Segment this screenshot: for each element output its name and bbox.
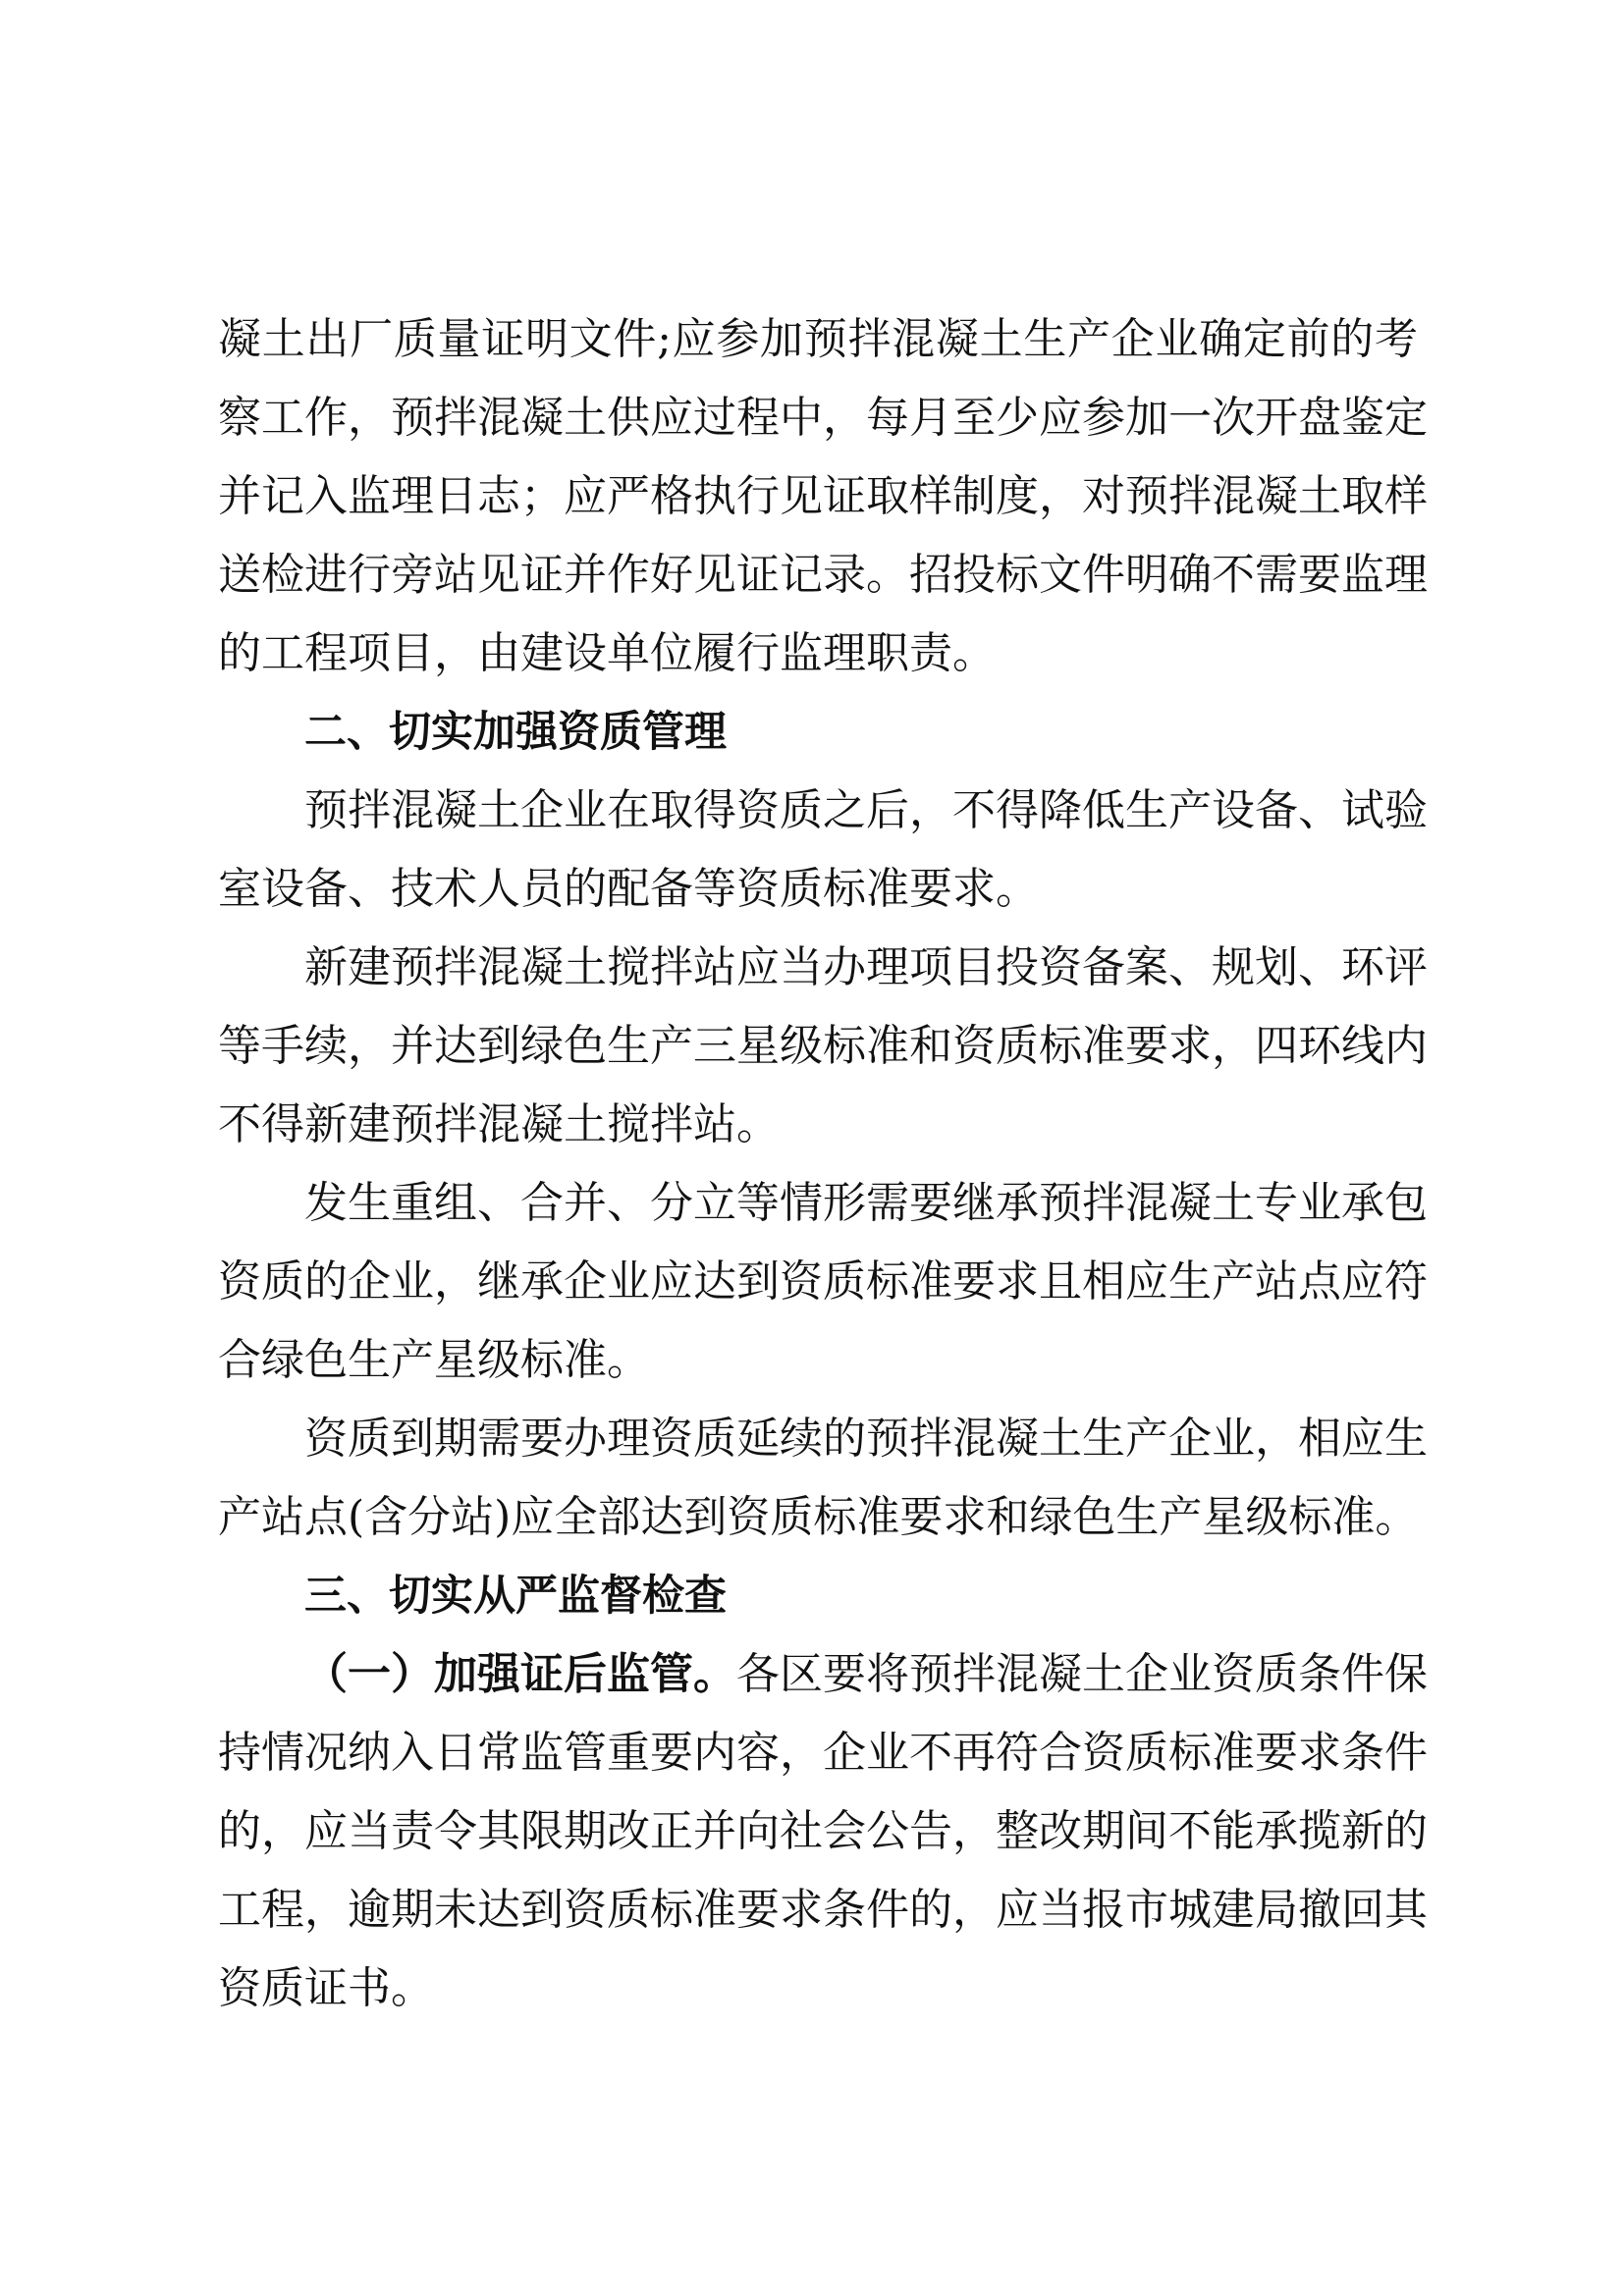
body-line: 的工程项目，由建设单位履行监理职责。 (218, 628, 996, 678)
body-line: 预拌混凝土企业在取得资质之后，不得降低生产设备、试验 (304, 785, 1428, 835)
body-line: 工程，逾期未达到资质标准要求条件的，应当报市城建局撤回其 (218, 1885, 1428, 1935)
body-line: 合绿色生产星级标准。 (218, 1335, 650, 1385)
body-line: 资质证书。 (218, 1963, 434, 2013)
body-line: 察工作，预拌混凝土供应过程中，每月至少应参加一次开盘鉴定 (218, 393, 1428, 443)
document-body (218, 300, 1428, 2028)
body-line: 产站点(含分站)应全部达到资质标准要求和绿色生产星级标准。 (218, 1492, 1419, 1542)
body-line: 凝土出厂质量证明文件;应参加预拌混凝土生产企业确定前的考 (218, 314, 1418, 364)
section-heading-3: 三、切实从严监督检查 (304, 1572, 727, 1621)
subsection-first-line (218, 1635, 1428, 1714)
body-line: 并记入监理日志；应严格执行见证取样制度，对预拌混凝土取样 (218, 471, 1428, 521)
body-line: 送检进行旁站见证并作好见证记录。招投标文件明确不需要监理 (218, 550, 1428, 600)
body-text: 各区要将预拌混凝土企业资质条件保 (736, 1649, 1428, 1699)
section-heading-2: 二、切实加强资质管理 (304, 708, 727, 757)
body-line: 持情况纳入日常监管重要内容，企业不再符合资质标准要求条件 (218, 1728, 1428, 1778)
body-line: 的，应当责令其限期改正并向社会公告，整改期间不能承揽新的 (218, 1806, 1428, 1856)
body-line: 不得新建预拌混凝土搅拌站。 (218, 1099, 780, 1149)
body-line: 新建预拌混凝土搅拌站应当办理项目投资备案、规划、环评 (304, 942, 1428, 992)
body-line: 资质的企业，继承企业应达到资质标准要求且相应生产站点应符 (218, 1256, 1428, 1307)
body-line: 室设备、技术人员的配备等资质标准要求。 (218, 864, 1039, 914)
body-line: 发生重组、合并、分立等情形需要继承预拌混凝土专业承包 (304, 1178, 1428, 1228)
subsection-heading-1: （一）加强证后监管。 (304, 1649, 736, 1699)
body-line: 资质到期需要办理资质延续的预拌混凝土生产企业，相应生 (304, 1414, 1428, 1464)
body-line: 等手续，并达到绿色生产三星级标准和资质标准要求，四环线内 (218, 1021, 1428, 1071)
